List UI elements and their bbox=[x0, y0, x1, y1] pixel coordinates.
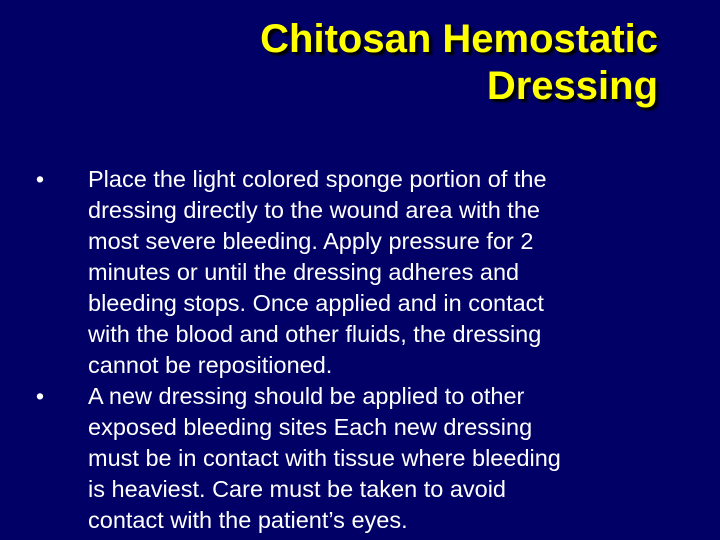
bullet-2-line: is heaviest. Care must be taken to avoid bbox=[88, 476, 506, 502]
bullet-item-1 bbox=[30, 164, 690, 381]
bullet-2-line: A new dressing should be applied to other bbox=[88, 383, 525, 409]
slide-title-line-2: Dressing bbox=[486, 64, 658, 108]
slide-title bbox=[98, 16, 658, 110]
bullet-2-line: contact with the patient’s eyes. bbox=[88, 507, 408, 533]
slide-title-line-1: Chitosan Hemostatic bbox=[260, 17, 658, 61]
bullet-1-line: cannot be repositioned. bbox=[88, 352, 333, 378]
bullet-1-line: bleeding stops. Once applied and in contact bbox=[88, 290, 544, 316]
bullet-dot: • bbox=[35, 383, 45, 409]
bullet-dot: • bbox=[35, 166, 45, 192]
bullet-1-line: Place the light colored sponge portion of the bbox=[88, 166, 547, 192]
bullet-1-line: with the blood and other fluids, the dressing bbox=[88, 321, 542, 347]
bullet-1-line: dressing directly to the wound area with the bbox=[88, 197, 540, 223]
bullet-list bbox=[30, 164, 690, 536]
bullet-1-line: minutes or until the dressing adheres and bbox=[88, 259, 520, 285]
bullet-item-2 bbox=[30, 381, 690, 536]
bullet-2-line: must be in contact with tissue where bleeding bbox=[88, 445, 561, 471]
bullet-2-line: exposed bleeding sites Each new dressing bbox=[88, 414, 533, 440]
bullet-1-line: most severe bleeding. Apply pressure for 2 bbox=[88, 228, 534, 254]
